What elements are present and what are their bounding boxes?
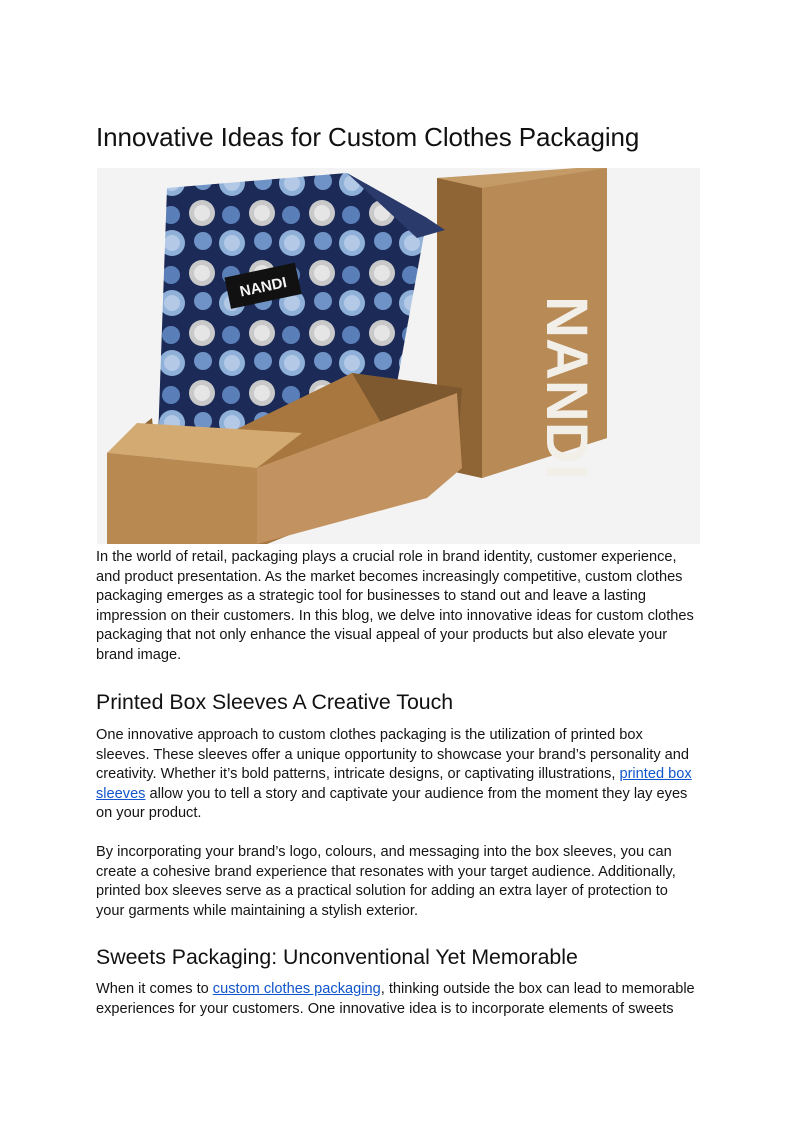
section1-paragraph-2: By incorporating your brand’s logo, colours, and messaging into the box sleeves, you can create a cohesive brand experience that resonates with your target audience. Additionally, printed box sleeves serve as a practical solution for adding an extra layer of protection to your garments while maintaining a stylish exterior. <box>96 844 676 919</box>
section1-paragraph-1 <box>96 726 700 824</box>
text-run: , thinking outside the box can lead to memorable experiences for your customers. One innovative idea is to incorporate elements of sweets <box>96 981 695 1017</box>
custom-clothes-packaging-link[interactable]: custom clothes packaging <box>212 981 381 997</box>
printed-box-sleeves-link[interactable]: printed box sleeves <box>96 766 692 802</box>
page-title: Innovative Ideas for Custom Clothes Packaging <box>96 122 640 152</box>
svg-text:NANDI: NANDI <box>534 296 599 480</box>
svg-text:NANDI: NANDI <box>238 274 289 301</box>
section-heading-sweets-packaging: Sweets Packaging: Unconventional Yet Memorable <box>96 945 578 969</box>
text-run: When it comes to <box>96 981 213 997</box>
section2-paragraph-1 <box>96 980 700 1019</box>
intro-paragraph: In the world of retail, packaging plays a crucial role in brand identity, customer experience, and product presentation. As the market becomes increasingly competitive, custom clothes packaging emerges as a strategic tool for businesses to stand out and leave a lasting impression on their customers. In this blog, we delve into innovative ideas for custom clothes packaging that not only enhance the visual appeal of your products but also elevate your brand image. <box>96 549 694 663</box>
hero-image <box>97 168 700 544</box>
box-side-logo <box>534 296 599 480</box>
text-run: allow you to tell a story and captivate your audience from the moment they lay eyes on your product. <box>96 785 688 821</box>
text-run: One innovative approach to custom clothes packaging is the utilization of printed box sleeves. These sleeves offer a unique opportunity to showcase your brand’s personality and creativity. Whether it’s bold patterns, intricate designs, or captivating illustrations, <box>96 727 690 782</box>
section-heading-printed-sleeves: Printed Box Sleeves A Creative Touch <box>96 690 454 714</box>
